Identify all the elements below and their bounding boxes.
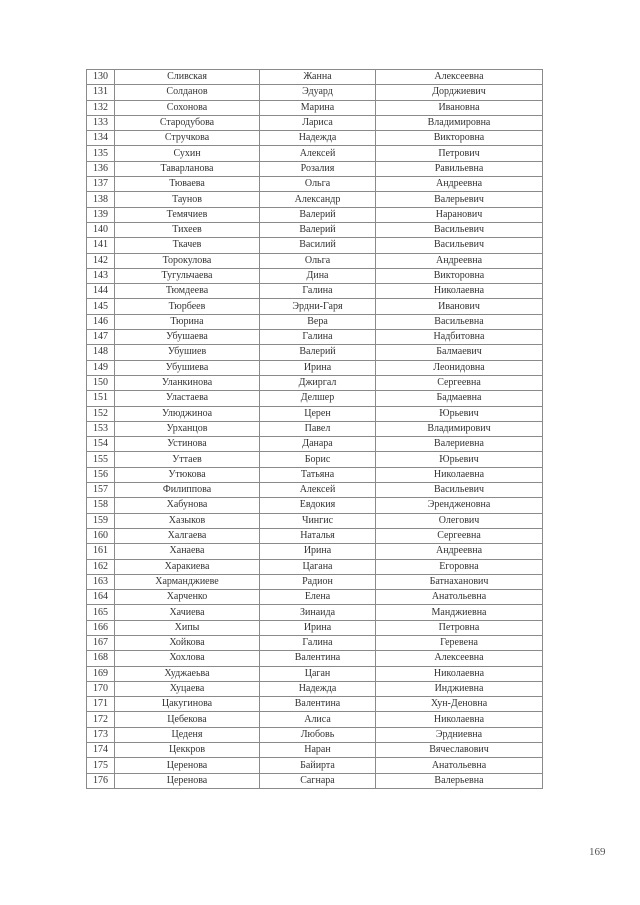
patronymic-cell: Анатольевна: [376, 590, 543, 605]
row-number-cell: 148: [87, 345, 115, 360]
table-row: [87, 238, 543, 253]
last-name-cell: Торокулова: [115, 253, 260, 268]
row-number-cell: 171: [87, 697, 115, 712]
patronymic-cell: Хун-Деновна: [376, 697, 543, 712]
first-name-cell: Марина: [260, 100, 376, 115]
patronymic-cell: Васильевна: [376, 314, 543, 329]
first-name-cell: Валерий: [260, 222, 376, 237]
last-name-cell: Цеденя: [115, 727, 260, 742]
first-name-cell: Сагнара: [260, 773, 376, 788]
row-number-cell: 174: [87, 743, 115, 758]
last-name-cell: Убушиева: [115, 360, 260, 375]
patronymic-cell: Наранович: [376, 207, 543, 222]
last-name-cell: Тюмдеева: [115, 284, 260, 299]
first-name-cell: Александр: [260, 192, 376, 207]
table-row: [87, 330, 543, 345]
first-name-cell: Татьяна: [260, 467, 376, 482]
first-name-cell: Лариса: [260, 115, 376, 130]
last-name-cell: Утюкова: [115, 467, 260, 482]
table-row: [87, 406, 543, 421]
patronymic-cell: Андреевна: [376, 544, 543, 559]
first-name-cell: Павел: [260, 421, 376, 436]
page-number: 169: [589, 846, 606, 858]
first-name-cell: Розалия: [260, 161, 376, 176]
last-name-cell: Цебекова: [115, 712, 260, 727]
table-row: [87, 574, 543, 589]
last-name-cell: Уланкинова: [115, 375, 260, 390]
patronymic-cell: Викторовна: [376, 131, 543, 146]
last-name-cell: Урханцов: [115, 421, 260, 436]
patronymic-cell: Балмаевич: [376, 345, 543, 360]
patronymic-cell: Владимирович: [376, 421, 543, 436]
patronymic-cell: Викторовна: [376, 268, 543, 283]
last-name-cell: Убушиев: [115, 345, 260, 360]
patronymic-cell: Валерьевич: [376, 192, 543, 207]
first-name-cell: Делшер: [260, 391, 376, 406]
roster-table: [86, 69, 543, 789]
last-name-cell: Тихеев: [115, 222, 260, 237]
table-row: [87, 131, 543, 146]
table-row: [87, 391, 543, 406]
row-number-cell: 167: [87, 635, 115, 650]
last-name-cell: Сохонова: [115, 100, 260, 115]
table-row: [87, 437, 543, 452]
table-row: [87, 360, 543, 375]
patronymic-cell: Андреевна: [376, 253, 543, 268]
last-name-cell: Ткачев: [115, 238, 260, 253]
table-row: [87, 620, 543, 635]
table-row: [87, 192, 543, 207]
patronymic-cell: Эрдниевна: [376, 727, 543, 742]
patronymic-cell: Бадмаевна: [376, 391, 543, 406]
last-name-cell: Худжаеьва: [115, 666, 260, 681]
row-number-cell: 135: [87, 146, 115, 161]
last-name-cell: Харченко: [115, 590, 260, 605]
row-number-cell: 131: [87, 85, 115, 100]
patronymic-cell: Иванович: [376, 299, 543, 314]
table-row: [87, 544, 543, 559]
first-name-cell: Валентина: [260, 697, 376, 712]
first-name-cell: Наталья: [260, 528, 376, 543]
table-row: [87, 161, 543, 176]
last-name-cell: Тюваева: [115, 177, 260, 192]
patronymic-cell: Егоровна: [376, 559, 543, 574]
patronymic-cell: Дорджиевич: [376, 85, 543, 100]
last-name-cell: Темячиев: [115, 207, 260, 222]
table-row: [87, 697, 543, 712]
row-number-cell: 133: [87, 115, 115, 130]
table-row: [87, 375, 543, 390]
patronymic-cell: Алексеевна: [376, 651, 543, 666]
first-name-cell: Валентина: [260, 651, 376, 666]
patronymic-cell: Вячеславович: [376, 743, 543, 758]
first-name-cell: Дина: [260, 268, 376, 283]
patronymic-cell: Эрендженовна: [376, 498, 543, 513]
row-number-cell: 175: [87, 758, 115, 773]
last-name-cell: Ханаева: [115, 544, 260, 559]
patronymic-cell: Валериевна: [376, 437, 543, 452]
row-number-cell: 146: [87, 314, 115, 329]
row-number-cell: 162: [87, 559, 115, 574]
first-name-cell: Чингис: [260, 513, 376, 528]
table-row: [87, 207, 543, 222]
last-name-cell: Таунов: [115, 192, 260, 207]
row-number-cell: 142: [87, 253, 115, 268]
row-number-cell: 134: [87, 131, 115, 146]
row-number-cell: 145: [87, 299, 115, 314]
table-row: [87, 70, 543, 85]
row-number-cell: 144: [87, 284, 115, 299]
row-number-cell: 130: [87, 70, 115, 85]
table-row: [87, 222, 543, 237]
roster-body: [87, 70, 543, 789]
row-number-cell: 138: [87, 192, 115, 207]
table-row: [87, 681, 543, 696]
last-name-cell: Тугульчаева: [115, 268, 260, 283]
patronymic-cell: Сергеевна: [376, 375, 543, 390]
first-name-cell: Галина: [260, 330, 376, 345]
table-row: [87, 712, 543, 727]
last-name-cell: Хипы: [115, 620, 260, 635]
table-row: [87, 253, 543, 268]
row-number-cell: 159: [87, 513, 115, 528]
first-name-cell: Джиргал: [260, 375, 376, 390]
patronymic-cell: Ивановна: [376, 100, 543, 115]
table-row: [87, 773, 543, 788]
patronymic-cell: Надбитовна: [376, 330, 543, 345]
first-name-cell: Эдуард: [260, 85, 376, 100]
row-number-cell: 161: [87, 544, 115, 559]
patronymic-cell: Владимировна: [376, 115, 543, 130]
patronymic-cell: Анатольевна: [376, 758, 543, 773]
table-row: [87, 743, 543, 758]
row-number-cell: 164: [87, 590, 115, 605]
last-name-cell: Халгаева: [115, 528, 260, 543]
row-number-cell: 165: [87, 605, 115, 620]
table-row: [87, 467, 543, 482]
last-name-cell: Сливская: [115, 70, 260, 85]
first-name-cell: Галина: [260, 635, 376, 650]
row-number-cell: 140: [87, 222, 115, 237]
last-name-cell: Уттаев: [115, 452, 260, 467]
table-row: [87, 146, 543, 161]
table-row: [87, 314, 543, 329]
first-name-cell: Надежда: [260, 131, 376, 146]
last-name-cell: Хачиева: [115, 605, 260, 620]
last-name-cell: Хуцаева: [115, 681, 260, 696]
row-number-cell: 147: [87, 330, 115, 345]
table-row: [87, 100, 543, 115]
row-number-cell: 173: [87, 727, 115, 742]
first-name-cell: Валерий: [260, 345, 376, 360]
first-name-cell: Эрдни-Гаря: [260, 299, 376, 314]
patronymic-cell: Валерьевна: [376, 773, 543, 788]
last-name-cell: Харакиева: [115, 559, 260, 574]
last-name-cell: Церенова: [115, 773, 260, 788]
last-name-cell: Хабунова: [115, 498, 260, 513]
last-name-cell: Устинова: [115, 437, 260, 452]
row-number-cell: 150: [87, 375, 115, 390]
first-name-cell: Данара: [260, 437, 376, 452]
first-name-cell: Наран: [260, 743, 376, 758]
row-number-cell: 141: [87, 238, 115, 253]
patronymic-cell: Юрьевич: [376, 406, 543, 421]
row-number-cell: 132: [87, 100, 115, 115]
table-row: [87, 177, 543, 192]
first-name-cell: Ирина: [260, 620, 376, 635]
table-row: [87, 666, 543, 681]
first-name-cell: Зинаида: [260, 605, 376, 620]
row-number-cell: 158: [87, 498, 115, 513]
last-name-cell: Церенова: [115, 758, 260, 773]
patronymic-cell: Алексеевна: [376, 70, 543, 85]
patronymic-cell: Сергеевна: [376, 528, 543, 543]
table-row: [87, 345, 543, 360]
row-number-cell: 137: [87, 177, 115, 192]
first-name-cell: Надежда: [260, 681, 376, 696]
row-number-cell: 163: [87, 574, 115, 589]
patronymic-cell: Инджиевна: [376, 681, 543, 696]
first-name-cell: Жанна: [260, 70, 376, 85]
patronymic-cell: Петровна: [376, 620, 543, 635]
row-number-cell: 136: [87, 161, 115, 176]
last-name-cell: Стручкова: [115, 131, 260, 146]
first-name-cell: Евдокия: [260, 498, 376, 513]
table-row: [87, 651, 543, 666]
patronymic-cell: Васильевич: [376, 238, 543, 253]
last-name-cell: Харманджиеве: [115, 574, 260, 589]
row-number-cell: 157: [87, 483, 115, 498]
patronymic-cell: Петрович: [376, 146, 543, 161]
last-name-cell: Цакугинова: [115, 697, 260, 712]
row-number-cell: 151: [87, 391, 115, 406]
last-name-cell: Таварланова: [115, 161, 260, 176]
table-row: [87, 559, 543, 574]
first-name-cell: Любовь: [260, 727, 376, 742]
last-name-cell: Солданов: [115, 85, 260, 100]
row-number-cell: 153: [87, 421, 115, 436]
last-name-cell: Хазыков: [115, 513, 260, 528]
table-row: [87, 758, 543, 773]
last-name-cell: Тюрина: [115, 314, 260, 329]
last-name-cell: Филиппова: [115, 483, 260, 498]
first-name-cell: Алиса: [260, 712, 376, 727]
row-number-cell: 169: [87, 666, 115, 681]
first-name-cell: Алексей: [260, 483, 376, 498]
table-row: [87, 268, 543, 283]
first-name-cell: Цагана: [260, 559, 376, 574]
row-number-cell: 154: [87, 437, 115, 452]
first-name-cell: Ольга: [260, 253, 376, 268]
row-number-cell: 160: [87, 528, 115, 543]
first-name-cell: Василий: [260, 238, 376, 253]
row-number-cell: 172: [87, 712, 115, 727]
row-number-cell: 152: [87, 406, 115, 421]
table-row: [87, 452, 543, 467]
patronymic-cell: Васильевич: [376, 222, 543, 237]
table-row: [87, 483, 543, 498]
table-row: [87, 727, 543, 742]
patronymic-cell: Олегович: [376, 513, 543, 528]
table-row: [87, 590, 543, 605]
row-number-cell: 156: [87, 467, 115, 482]
table-row: [87, 528, 543, 543]
last-name-cell: Стародубова: [115, 115, 260, 130]
row-number-cell: 143: [87, 268, 115, 283]
last-name-cell: Цеккров: [115, 743, 260, 758]
patronymic-cell: Андреевна: [376, 177, 543, 192]
last-name-cell: Улюджиноа: [115, 406, 260, 421]
row-number-cell: 168: [87, 651, 115, 666]
first-name-cell: Церен: [260, 406, 376, 421]
table-row: [87, 299, 543, 314]
patronymic-cell: Николаевна: [376, 712, 543, 727]
first-name-cell: Ольга: [260, 177, 376, 192]
last-name-cell: Тюрбеев: [115, 299, 260, 314]
patronymic-cell: Леонидовна: [376, 360, 543, 375]
table-row: [87, 635, 543, 650]
table-row: [87, 513, 543, 528]
first-name-cell: Елена: [260, 590, 376, 605]
first-name-cell: Ирина: [260, 360, 376, 375]
table-row: [87, 421, 543, 436]
patronymic-cell: Николаевна: [376, 467, 543, 482]
patronymic-cell: Геревена: [376, 635, 543, 650]
row-number-cell: 155: [87, 452, 115, 467]
row-number-cell: 170: [87, 681, 115, 696]
first-name-cell: Цаган: [260, 666, 376, 681]
first-name-cell: Алексей: [260, 146, 376, 161]
patronymic-cell: Николаевна: [376, 284, 543, 299]
table-row: [87, 85, 543, 100]
first-name-cell: Байирта: [260, 758, 376, 773]
patronymic-cell: Батнаханович: [376, 574, 543, 589]
last-name-cell: Убушаева: [115, 330, 260, 345]
first-name-cell: Галина: [260, 284, 376, 299]
first-name-cell: Борис: [260, 452, 376, 467]
row-number-cell: 176: [87, 773, 115, 788]
first-name-cell: Валерий: [260, 207, 376, 222]
patronymic-cell: Васильевич: [376, 483, 543, 498]
last-name-cell: Уластаева: [115, 391, 260, 406]
first-name-cell: Радион: [260, 574, 376, 589]
patronymic-cell: Манджиевна: [376, 605, 543, 620]
table-row: [87, 284, 543, 299]
row-number-cell: 166: [87, 620, 115, 635]
table-row: [87, 498, 543, 513]
row-number-cell: 139: [87, 207, 115, 222]
last-name-cell: Сухин: [115, 146, 260, 161]
table-row: [87, 605, 543, 620]
row-number-cell: 149: [87, 360, 115, 375]
patronymic-cell: Юрьевич: [376, 452, 543, 467]
first-name-cell: Ирина: [260, 544, 376, 559]
patronymic-cell: Равильевна: [376, 161, 543, 176]
last-name-cell: Хохлова: [115, 651, 260, 666]
first-name-cell: Вера: [260, 314, 376, 329]
table-row: [87, 115, 543, 130]
last-name-cell: Хойкова: [115, 635, 260, 650]
patronymic-cell: Николаевна: [376, 666, 543, 681]
